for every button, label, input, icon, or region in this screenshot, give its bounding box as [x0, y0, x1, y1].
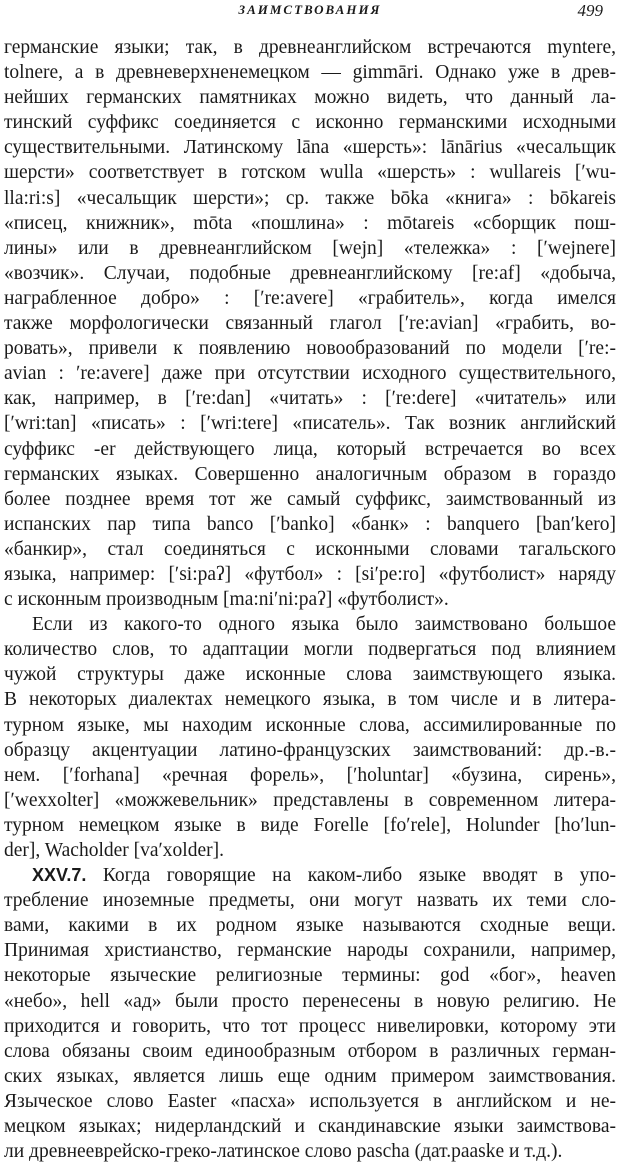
text-line: ских языках, является лишь еще одним примером заимствования. [4, 1065, 616, 1087]
text-line: германских языках. Совершенно аналогичным образом в гораздо [4, 463, 616, 485]
text-line: с исконным производным [ma:niʹni:paʔ] «футболист». [4, 589, 449, 611]
text-line: турном языке, мы находим исконные слова, ассимилированные по [4, 714, 616, 736]
text-line: лины» или в древнеанглийском [wejn] «тележка» : [ʹwejnere] [4, 237, 616, 259]
text-line: мецком языках; нидерландский и скандинавские языки заимствова- [4, 1116, 616, 1138]
section-first-line [4, 863, 616, 888]
text-line: avian : ʹre:avere] даже при отсутствии исходного существительного, [4, 363, 616, 385]
text-line: «небо», hell «ад» были просто перенесены в новую религию. Не [4, 990, 616, 1012]
text-line: приходится и говорить, что тот процесс нивелировки, которому эти [4, 1015, 616, 1037]
text-line: шерсти» соответствует в готском wulla «шерсть» : wullareis [ʹwu- [4, 162, 616, 184]
text-line: образцу акцентуации латино-французских заимствований: др.-в.- [4, 739, 616, 761]
text-line: количество слов, то адаптации могли подвергаться под влиянием [4, 639, 616, 661]
text-line: слова обязаны своим единообразным отбором в различных герман- [4, 1040, 616, 1062]
paragraph-2 [4, 612, 616, 863]
text-line: суффикс -er действующего лица, который встречается во всех [4, 438, 616, 460]
text-line: Принимая христианство, германские народы сохранили, например, [4, 940, 616, 962]
text-line: германские языки; так, в древнеанглийском встречаются myntere, [4, 37, 616, 58]
text-line: вами, какими в их родном языке называются сходные вещи. [4, 915, 616, 937]
text-line: В некоторых диалектах немецкого языка, в том числе и в литера- [4, 689, 616, 711]
text-line: существительными. Латинскому lāna «шерсть»: lānārius «чесальщик [4, 137, 616, 159]
running-title: ЗАИМСТВОВАНИЯ [238, 2, 382, 17]
text-line: нейших германских памятниках можно видеть, что данный ла- [4, 87, 616, 109]
text-line: испанских пар типа banco [ʹbanko] «банк» : banquero [banʹkero] [4, 513, 616, 535]
text-line: языка, например: [ʹsi:paʔ] «футбол» : [siʹpe:ro] «футболист» наряду [4, 563, 616, 585]
text-line: более позднее время тот же самый суффикс, заимствованный из [4, 488, 616, 510]
section-number: XXV.7. [32, 865, 87, 886]
text-line: Языческое слово Easter «пасха» используется в английском и не- [4, 1090, 616, 1112]
text-line: Если из какого-то одного языка было заимствовано большое [32, 614, 616, 636]
text-line: ли древнееврейско-греко-латинское слово pascha (дат.paaske и т.д.). [4, 1141, 563, 1163]
section-first-line-text: Когда говорящие на каком-либо языке вводят в упо- [102, 865, 616, 887]
text-line: чужой структуры даже исконные слова заимствующего языка. [4, 664, 616, 686]
text-line: «возчик». Случаи, подобные древнеанглийскому [re:af] «добыча, [4, 262, 616, 284]
text-line: турном немецком языке в виде Forelle [foʹrele], Holunder [hoʹlun- [4, 814, 616, 836]
text-line: «банкир», стал соединяться с исконными словами тагальского [4, 538, 616, 560]
paragraph-1 [4, 35, 616, 612]
text-line: нем. [ʹforhana] «речная форель», [ʹholuntar] «бузина, сирень», [4, 764, 616, 786]
text-line: der], Wacholder [vaʹxolder]. [4, 840, 224, 861]
text-line: «писец, книжник», mōta «пошлина» : mōtareis «сборщик пош- [4, 212, 616, 234]
text-line: тинский суффикс соединяется с исконно германскими исходными [4, 112, 616, 134]
text-line: требление иноземные предметы, они могут назвать их теми сло- [4, 890, 616, 912]
text-line: ровать», привели к появлению новообразований по модели [ʹre:- [4, 338, 616, 360]
text-line: [ʹwexxolter] «можжевельник» представлены в современном литера- [4, 789, 616, 811]
text-line: lla:ri:s] «чесальщик шерсти»; ср. также bōka «книга» : bōkareis [4, 187, 616, 209]
page-number: 499 [577, 1, 603, 20]
page-header [0, 0, 620, 30]
text-line: награбленное добро» : [ʹre:avere] «грабитель», когда имелся [4, 287, 616, 309]
text-line: tolnere, а в древневерхненемецком — gimmāri. Однако уже в древ- [4, 62, 616, 84]
body-text [4, 35, 616, 1164]
section-xxv-7 [4, 863, 616, 1164]
text-line: также морфологически связанный глагол [ʹre:avian] «грабить, во- [4, 313, 616, 335]
text-line: некоторые языческие религиозные термины: god «бог», heaven [4, 965, 616, 987]
text-line: [ʹwri:tan] «писать» : [ʹwri:tere] «писатель». Так возник английский [4, 413, 616, 435]
text-line: как, например, в [ʹre:dan] «читать» : [ʹre:dere] «читатель» или [4, 388, 616, 410]
